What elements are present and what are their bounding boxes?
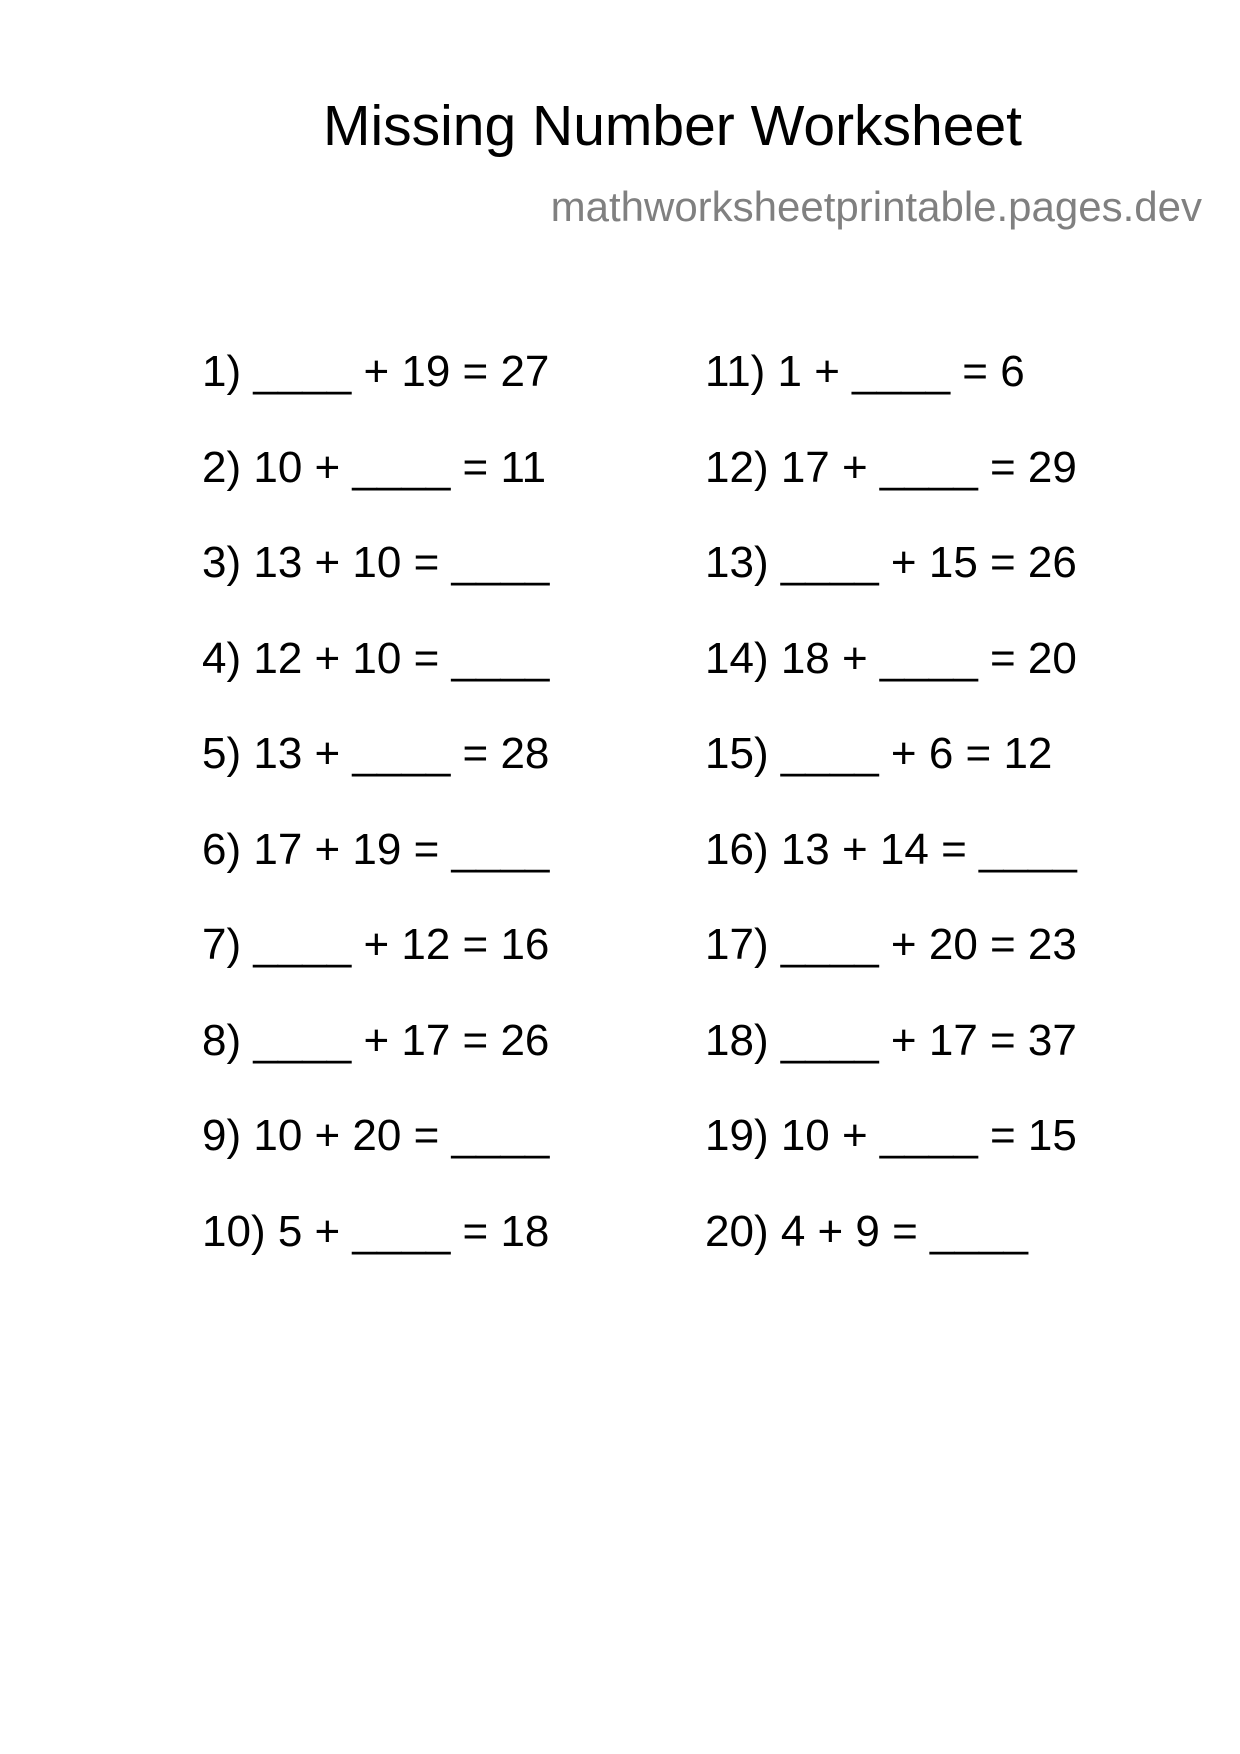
problem-15: 15) ____ + 6 = 12	[705, 729, 1053, 778]
problem-16: 16) 13 + 14 = ____	[705, 824, 1077, 874]
problem-2: 2) 10 + ____ = 11	[202, 442, 547, 492]
problem-5: 5) 13 + ____ = 28	[202, 729, 550, 778]
problem-12: 12) 17 + ____ = 29	[705, 442, 1077, 492]
worksheet-title: Missing Number Worksheet	[322, 94, 1022, 158]
problem-10: 10) 5 + ____ = 18	[202, 1206, 550, 1256]
problem-1: 1) ____ + 19 = 27	[202, 347, 550, 396]
problem-6: 6) 17 + 19 = ____	[202, 824, 550, 874]
problem-7: 7) ____ + 12 = 16	[202, 920, 550, 969]
problem-11: 11) 1 + ____ = 6	[705, 347, 1025, 396]
problem-8: 8) ____ + 17 = 26	[202, 1015, 550, 1065]
problem-17: 17) ____ + 20 = 23	[705, 920, 1077, 969]
problem-column-right	[705, 347, 1185, 1305]
problem-14: 14) 18 + ____ = 20	[705, 633, 1077, 683]
problem-13: 13) ____ + 15 = 26	[705, 538, 1077, 587]
problem-4: 4) 12 + 10 = ____	[202, 633, 550, 683]
problem-19: 19) 10 + ____ = 15	[705, 1111, 1077, 1160]
source-url: mathworksheetprintable.pages.dev	[550, 183, 1202, 230]
problem-20: 20) 4 + 9 = ____	[705, 1206, 1028, 1256]
problem-18: 18) ____ + 17 = 37	[705, 1015, 1077, 1065]
problem-3: 3) 13 + 10 = ____	[202, 538, 550, 587]
problem-9: 9) 10 + 20 = ____	[202, 1111, 550, 1160]
problem-column-left	[202, 347, 682, 1305]
